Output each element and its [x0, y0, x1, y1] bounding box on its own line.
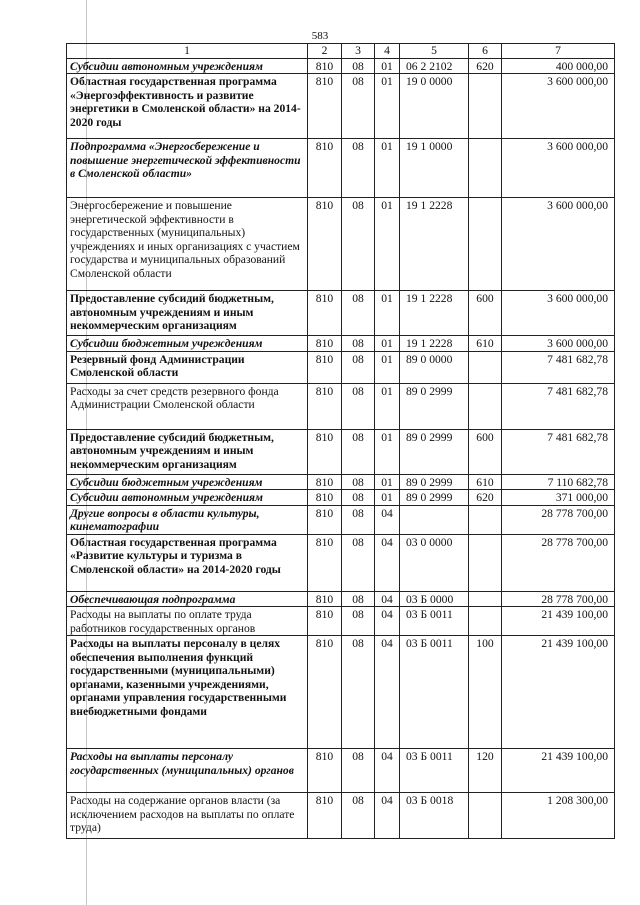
row-amount-cell: 21 439 100,00: [502, 607, 615, 636]
row-target-cell: 89 0 2999: [400, 429, 469, 474]
row-amount-cell: 371 000,00: [502, 490, 615, 506]
header-col-name: 1: [67, 44, 308, 59]
row-name-cell: Субсидии автономным учреждениям: [67, 58, 308, 74]
row-expense-type-cell: [469, 383, 502, 429]
table-row: [67, 336, 615, 352]
row-expense-type-cell: 600: [469, 291, 502, 336]
row-target-cell: 89 0 0000: [400, 351, 469, 383]
row-subsection-cell: 04: [375, 607, 400, 636]
table-header-row: [67, 44, 615, 59]
row-grbs-cell: 810: [308, 607, 342, 636]
row-subsection-cell: 01: [375, 58, 400, 74]
header-col-target: 5: [400, 44, 469, 59]
row-grbs-cell: 810: [308, 505, 342, 534]
row-expense-type-cell: [469, 591, 502, 607]
row-subsection-cell: 04: [375, 591, 400, 607]
row-target-cell: 89 0 2999: [400, 383, 469, 429]
row-expense-type-cell: [469, 198, 502, 291]
row-expense-type-cell: 610: [469, 336, 502, 352]
budget-table: [66, 43, 615, 839]
row-amount-cell: 7 481 682,78: [502, 383, 615, 429]
row-amount-cell: 3 600 000,00: [502, 291, 615, 336]
row-amount-cell: 3 600 000,00: [502, 74, 615, 139]
row-expense-type-cell: 620: [469, 58, 502, 74]
row-subsection-cell: 04: [375, 793, 400, 839]
header-col-expense-type: 6: [469, 44, 502, 59]
row-target-cell: 06 2 2102: [400, 58, 469, 74]
row-subsection-cell: 01: [375, 74, 400, 139]
row-section-cell: 08: [342, 58, 375, 74]
page-number: 583: [311, 30, 329, 42]
row-grbs-cell: 810: [308, 198, 342, 291]
table-row: [67, 139, 615, 198]
row-subsection-cell: 01: [375, 198, 400, 291]
row-section-cell: 08: [342, 198, 375, 291]
row-grbs-cell: 810: [308, 793, 342, 839]
row-target-cell: 03 0 0000: [400, 534, 469, 591]
row-subsection-cell: 01: [375, 490, 400, 506]
row-amount-cell: 1 208 300,00: [502, 793, 615, 839]
row-name-cell: Обеспечивающая подпрограмма: [67, 591, 308, 607]
row-section-cell: 08: [342, 607, 375, 636]
row-name-cell: Предоставление субсидий бюджетным, автономным учреждениям и иным некоммерческим организациям: [67, 429, 308, 474]
row-expense-type-cell: 610: [469, 474, 502, 490]
row-expense-type-cell: 120: [469, 749, 502, 793]
row-name-cell: Расходы за счет средств резервного фонда Администрации Смоленской области: [67, 383, 308, 429]
header-col-grbs: 2: [308, 44, 342, 59]
row-name-cell: Субсидии бюджетным учреждениям: [67, 336, 308, 352]
row-expense-type-cell: [469, 139, 502, 198]
row-target-cell: 19 0 0000: [400, 74, 469, 139]
row-expense-type-cell: 620: [469, 490, 502, 506]
table-row: [67, 505, 615, 534]
table-row: [67, 351, 615, 383]
row-subsection-cell: 01: [375, 336, 400, 352]
row-expense-type-cell: [469, 607, 502, 636]
row-section-cell: 08: [342, 474, 375, 490]
row-grbs-cell: 810: [308, 58, 342, 74]
row-name-cell: Субсидии бюджетным учреждениям: [67, 474, 308, 490]
table-row: [67, 383, 615, 429]
table-row: [67, 474, 615, 490]
row-name-cell: Расходы на содержание органов власти (за исключением расходов на выплаты по оплате труда): [67, 793, 308, 839]
row-amount-cell: 21 439 100,00: [502, 636, 615, 749]
table-row: [67, 198, 615, 291]
row-name-cell: Подпрограмма «Энергосбережение и повышение энергетической эффективности в Смоленской области»: [67, 139, 308, 198]
table-row: [67, 591, 615, 607]
row-target-cell: 03 Б 0011: [400, 749, 469, 793]
row-name-cell: Предоставление субсидий бюджетным, автономным учреждениям и иным некоммерческим организациям: [67, 291, 308, 336]
table-row: [67, 534, 615, 591]
row-amount-cell: 7 110 682,78: [502, 474, 615, 490]
header-col-section: 3: [342, 44, 375, 59]
row-target-cell: 89 0 2999: [400, 490, 469, 506]
row-section-cell: 08: [342, 74, 375, 139]
row-section-cell: 08: [342, 291, 375, 336]
row-name-cell: Субсидии автономным учреждениям: [67, 490, 308, 506]
row-section-cell: 08: [342, 490, 375, 506]
row-subsection-cell: 01: [375, 291, 400, 336]
table-row: [67, 607, 615, 636]
row-section-cell: 08: [342, 351, 375, 383]
row-section-cell: 08: [342, 636, 375, 749]
row-target-cell: 19 1 2228: [400, 336, 469, 352]
table-row: [67, 749, 615, 793]
row-subsection-cell: 04: [375, 534, 400, 591]
row-subsection-cell: 04: [375, 749, 400, 793]
row-amount-cell: 3 600 000,00: [502, 198, 615, 291]
row-target-cell: 03 Б 0011: [400, 607, 469, 636]
row-amount-cell: 3 600 000,00: [502, 336, 615, 352]
row-subsection-cell: 04: [375, 505, 400, 534]
row-target-cell: 03 Б 0018: [400, 793, 469, 839]
table-row: [67, 429, 615, 474]
row-grbs-cell: 810: [308, 351, 342, 383]
row-grbs-cell: 810: [308, 490, 342, 506]
row-section-cell: 08: [342, 793, 375, 839]
row-expense-type-cell: 100: [469, 636, 502, 749]
row-name-cell: Расходы на выплаты персоналу в целях обеспечения выполнения функций государственными (муниципальными) органами, казенными учреждениями, органами управления государственными внебюджетными фондами: [67, 636, 308, 749]
row-grbs-cell: 810: [308, 534, 342, 591]
row-name-cell: Резервный фонд Администрации Смоленской области: [67, 351, 308, 383]
row-section-cell: 08: [342, 429, 375, 474]
row-name-cell: Другие вопросы в области культуры, кинематографии: [67, 505, 308, 534]
table-row: [67, 636, 615, 749]
row-grbs-cell: 810: [308, 749, 342, 793]
row-target-cell: 89 0 2999: [400, 474, 469, 490]
row-name-cell: Энергосбережение и повышение энергетической эффективности в государственных (муниципальных) учреждениях и иных организациях с участием государства и муниципальных образований Смоленской области: [67, 198, 308, 291]
row-section-cell: 08: [342, 383, 375, 429]
row-grbs-cell: 810: [308, 636, 342, 749]
row-name-cell: Областная государственная программа «Энергоэффективность и развитие энергетики в Смоленской области» на 2014-2020 годы: [67, 74, 308, 139]
row-grbs-cell: 810: [308, 336, 342, 352]
row-grbs-cell: 810: [308, 139, 342, 198]
row-grbs-cell: 810: [308, 474, 342, 490]
table-row: [67, 74, 615, 139]
row-target-cell: [400, 505, 469, 534]
row-amount-cell: 21 439 100,00: [502, 749, 615, 793]
row-section-cell: 08: [342, 749, 375, 793]
row-section-cell: 08: [342, 139, 375, 198]
row-subsection-cell: 01: [375, 139, 400, 198]
row-name-cell: Расходы на выплаты персоналу государственных (муниципальных) органов: [67, 749, 308, 793]
row-target-cell: 19 1 0000: [400, 139, 469, 198]
row-target-cell: 19 1 2228: [400, 291, 469, 336]
row-subsection-cell: 01: [375, 429, 400, 474]
table-row: [67, 793, 615, 839]
row-amount-cell: 28 778 700,00: [502, 591, 615, 607]
row-name-cell: Расходы на выплаты по оплате труда работников государственных органов: [67, 607, 308, 636]
header-col-amount: 7: [502, 44, 615, 59]
table-row: [67, 490, 615, 506]
row-target-cell: 03 Б 0000: [400, 591, 469, 607]
row-grbs-cell: 810: [308, 383, 342, 429]
row-amount-cell: 7 481 682,78: [502, 429, 615, 474]
row-expense-type-cell: 600: [469, 429, 502, 474]
row-subsection-cell: 01: [375, 383, 400, 429]
row-section-cell: 08: [342, 505, 375, 534]
row-expense-type-cell: [469, 351, 502, 383]
row-amount-cell: 28 778 700,00: [502, 505, 615, 534]
row-expense-type-cell: [469, 793, 502, 839]
row-subsection-cell: 01: [375, 351, 400, 383]
row-grbs-cell: 810: [308, 74, 342, 139]
table-row: [67, 58, 615, 74]
row-section-cell: 08: [342, 534, 375, 591]
row-target-cell: 19 1 2228: [400, 198, 469, 291]
table-row: [67, 291, 615, 336]
row-grbs-cell: 810: [308, 291, 342, 336]
header-col-subsection: 4: [375, 44, 400, 59]
row-expense-type-cell: [469, 74, 502, 139]
row-amount-cell: 400 000,00: [502, 58, 615, 74]
row-grbs-cell: 810: [308, 429, 342, 474]
row-section-cell: 08: [342, 336, 375, 352]
row-target-cell: 03 Б 0011: [400, 636, 469, 749]
row-expense-type-cell: [469, 534, 502, 591]
row-grbs-cell: 810: [308, 591, 342, 607]
row-amount-cell: 28 778 700,00: [502, 534, 615, 591]
row-expense-type-cell: [469, 505, 502, 534]
row-amount-cell: 3 600 000,00: [502, 139, 615, 198]
row-subsection-cell: 04: [375, 636, 400, 749]
row-name-cell: Областная государственная программа «Развитие культуры и туризма в Смоленской области» на 2014-2020 годы: [67, 534, 308, 591]
row-section-cell: 08: [342, 591, 375, 607]
row-subsection-cell: 01: [375, 474, 400, 490]
row-amount-cell: 7 481 682,78: [502, 351, 615, 383]
